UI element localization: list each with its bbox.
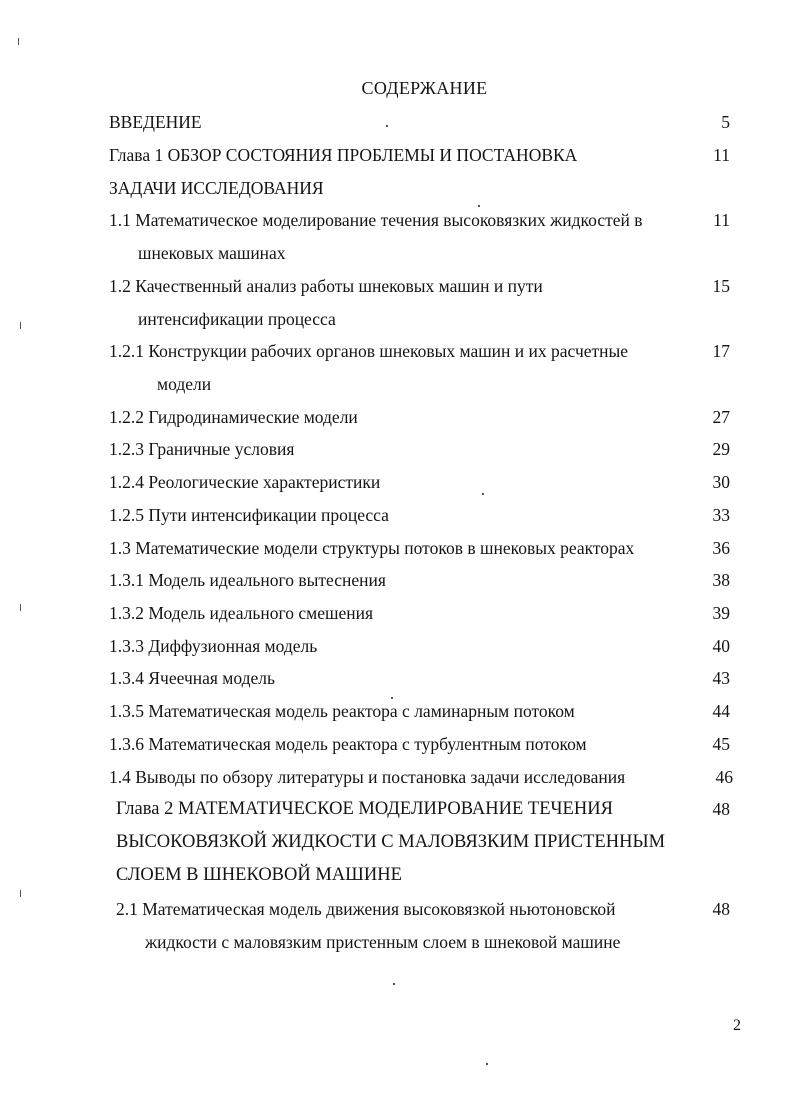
toc-entry-chapter-2: Глава 2 МАТЕМАТИЧЕСКОЕ МОДЕЛИРОВАНИЕ ТЕЧЕНИЯ [116,799,613,819]
toc-entry-1-3-5: 1.3.5 Математическая модель реактора с ламинарным потоком [109,701,575,721]
toc-page-1-4: 46 [715,767,733,787]
toc-page-1-2: 15 [712,276,730,296]
scan-speck [482,493,484,495]
scan-mark [20,890,21,897]
toc-entry-1-1: 1.1 Математическое моделирование течения высоковязких жидкостей в [109,210,643,230]
toc-entry-1-3-1: 1.3.1 Модель идеального вытеснения [109,570,386,590]
toc-page-2-1: 48 [712,899,730,919]
toc-entry-chapter-1-cont: ЗАДАЧИ ИССЛЕДОВАНИЯ [109,178,324,198]
toc-page-chapter-1: 11 [713,145,730,165]
toc-page-1-3-5: 44 [712,701,730,721]
scan-speck [393,983,395,985]
toc-entry-1-3-4: 1.3.4 Ячеечная модель [109,668,276,688]
scan-mark [20,604,21,611]
toc-page-1-2-4: 30 [712,472,730,492]
toc-page-1-2-5: 33 [712,505,730,525]
toc-entry-1-2-1: 1.2.1 Конструкции рабочих органов шнековых машин и их расчетные [109,341,629,361]
toc-page-1-3-3: 40 [712,636,730,656]
scan-mark [20,322,21,329]
toc-page-1-2-3: 29 [712,439,730,459]
toc-page-1-3-1: 38 [712,570,730,590]
toc-entry-2-1-cont: жидкости с маловязким пристенным слоем в шнековой машине [145,932,621,952]
toc-page-1-2-1: 17 [712,341,730,361]
toc-page-1-3-4: 43 [712,668,730,688]
toc-entry-1-4: 1.4 Выводы по обзору литературы и постановка задачи исследования [109,767,626,787]
toc-entry-1-2-2: 1.2.2 Гидродинамические модели [109,407,358,427]
toc-entry-1-2-5: 1.2.5 Пути интенсификации процесса [109,505,389,525]
toc-page-1-3: 36 [712,538,730,558]
toc-entry-1-3-3: 1.3.3 Диффузионная модель [109,636,318,656]
toc-entry-chapter-2-cont: ВЫСОКОВЯЗКОЙ ЖИДКОСТИ С МАЛОВЯЗКИМ ПРИСТЕННЫМ [116,832,666,852]
scan-speck [486,1063,488,1065]
scan-speck [478,205,480,207]
scan-speck [386,125,388,127]
toc-entry-1-3-2: 1.3.2 Модель идеального смешения [109,603,374,623]
toc-entry-1-2-1-cont: модели [157,374,212,394]
toc-entry-1-2-cont: интенсификации процесса [138,309,336,329]
toc-entry-1-3: 1.3 Математические модели структуры потоков в шнековых реакторах [109,538,635,558]
toc-page-1-3-2: 39 [712,603,730,623]
page-number: 2 [733,1017,741,1034]
toc-page-1-2-2: 27 [712,407,730,427]
scan-mark [18,38,19,45]
toc-entry-1-2-3: 1.2.3 Граничные условия [109,439,295,459]
toc-entry-1-2: 1.2 Качественный анализ работы шнековых машин и пути [109,276,543,296]
toc-page-1-3-6: 45 [712,734,730,754]
toc-entry-chapter-1: Глава 1 ОБЗОР СОСТОЯНИЯ ПРОБЛЕМЫ И ПОСТАНОВКА [109,145,578,165]
toc-page-chapter-2: 48 [712,799,730,819]
toc-entry-chapter-2-cont-2: СЛОЕМ В ШНЕКОВОЙ МАШИНЕ [116,865,402,885]
toc-entry-1-1-cont: шнековых машинах [138,243,286,263]
toc-page-1-1: 11 [713,210,730,230]
toc-entry-introduction: ВВЕДЕНИЕ [109,112,202,132]
toc-entry-1-2-4: 1.2.4 Реологические характеристики [109,472,381,492]
scan-speck [391,697,393,699]
page-title: СОДЕРЖАНИЕ [361,78,488,98]
toc-page-introduction: 5 [721,112,730,132]
toc-entry-2-1: 2.1 Математическая модель движения высоковязкой ньютоновской [116,899,616,919]
toc-entry-1-3-6: 1.3.6 Математическая модель реактора с турбулентным потоком [109,734,587,754]
